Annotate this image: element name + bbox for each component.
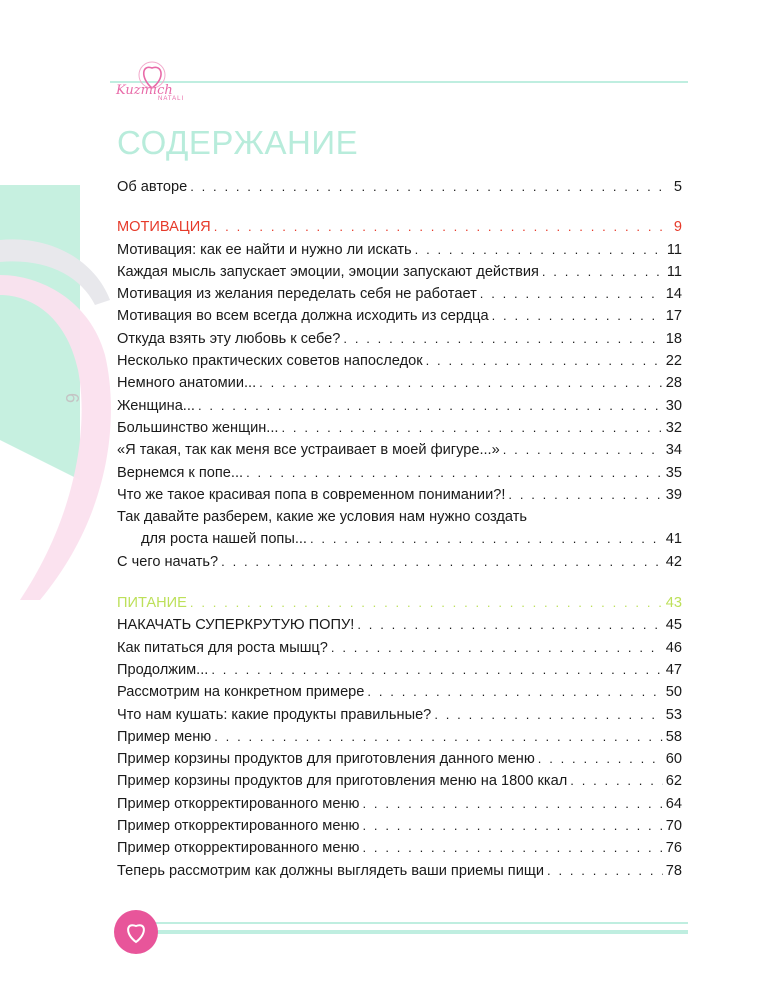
toc-entry[interactable] <box>117 372 682 394</box>
leader-dots <box>503 439 663 461</box>
toc-entry-title: Рассмотрим на конкретном примере <box>117 684 365 701</box>
leader-dots <box>570 770 663 792</box>
toc-entry-page: 70 <box>665 818 682 835</box>
toc-entry-title: Продолжим... <box>117 661 209 678</box>
leader-dots <box>362 793 662 815</box>
logo-small-text: NATALI <box>158 96 185 102</box>
toc-entry-page: 32 <box>665 419 682 436</box>
leader-dots <box>343 328 662 350</box>
toc-entry-page: 30 <box>665 397 682 414</box>
toc-entry-page: 47 <box>665 661 682 678</box>
toc-entry[interactable] <box>117 681 682 703</box>
leader-dots <box>508 484 662 506</box>
toc-entry-title: НАКАЧАТЬ СУПЕРКРУТУЮ ПОПУ! <box>117 617 355 634</box>
toc-entry[interactable] <box>117 283 682 305</box>
leader-dots <box>538 748 663 770</box>
toc-entry-page: 14 <box>665 286 682 303</box>
bottom-heart-badge <box>112 908 160 956</box>
toc-entry[interactable] <box>117 239 682 261</box>
badge-circle <box>114 910 158 954</box>
toc-entry[interactable] <box>117 659 682 681</box>
toc-entry-title: Большинство женщин... <box>117 419 279 436</box>
toc-entry[interactable] <box>117 417 682 439</box>
toc-entry-title: Женщина... <box>117 397 195 414</box>
toc-entry[interactable] <box>117 837 682 859</box>
leader-dots <box>214 216 671 238</box>
top-rule <box>110 81 688 83</box>
brand-logo <box>112 58 192 108</box>
toc-entry-page: 22 <box>665 353 682 370</box>
leader-dots <box>198 395 663 417</box>
toc-entry-page: 58 <box>665 728 682 745</box>
toc-entry[interactable] <box>117 637 682 659</box>
toc-entry-title: Мотивация из желания переделать себя не работает <box>117 286 477 303</box>
leader-dots <box>246 462 663 484</box>
leader-dots <box>434 704 662 726</box>
toc-entry[interactable] <box>117 748 682 770</box>
toc-entry[interactable] <box>117 439 682 461</box>
leader-dots <box>190 592 663 614</box>
leader-dots <box>331 637 663 659</box>
toc-entry-page: 76 <box>665 840 682 857</box>
toc-entry[interactable] <box>117 484 682 506</box>
leader-dots <box>547 860 663 882</box>
toc-entry[interactable] <box>117 815 682 837</box>
leader-dots <box>480 283 663 305</box>
toc-entry-title: Вернемся к попе... <box>117 464 244 481</box>
toc-entry-title: «Я такая, так как меня все устраивает в моей фигуре...» <box>117 442 500 459</box>
toc-entry[interactable] <box>117 726 682 748</box>
toc-entry-title: Что же такое красивая попа в современном понимании?! <box>117 486 506 503</box>
section-heading-nutrition[interactable] <box>117 592 682 614</box>
toc-entry[interactable] <box>117 704 682 726</box>
bottom-rule-thick <box>120 930 688 934</box>
toc-entry-title: Мотивация во всем всегда должна исходить из сердца <box>117 308 489 325</box>
toc-entry-title: Теперь рассмотрим как должны выглядеть ваши приемы пищи <box>117 862 545 879</box>
toc-entry-title: Пример меню <box>117 728 212 745</box>
toc-entry[interactable] <box>117 793 682 815</box>
toc-entry-title: Пример откорректированного меню <box>117 795 360 812</box>
section-heading-motivation[interactable] <box>117 216 682 238</box>
toc-entry-page: 60 <box>665 751 682 768</box>
leader-dots <box>357 614 662 636</box>
leader-dots <box>492 305 663 327</box>
toc-entry-page: 45 <box>665 617 682 634</box>
toc-entry-page: 18 <box>665 330 682 347</box>
toc-entry-page: 11 <box>666 241 682 258</box>
toc-entry-continued[interactable] <box>117 528 682 550</box>
toc-entry[interactable] <box>117 261 682 283</box>
toc-entry-title-cont: для роста нашей попы... <box>141 531 307 548</box>
toc-entry-title: Об авторе <box>117 179 188 195</box>
leader-dots <box>415 239 664 261</box>
toc-entry[interactable] <box>117 860 682 882</box>
leader-dots <box>426 350 663 372</box>
bottom-rule <box>120 922 688 924</box>
toc-title: СОДЕРЖАНИЕ <box>117 124 359 161</box>
leader-dots <box>214 726 663 748</box>
toc-entry[interactable] <box>117 614 682 636</box>
toc-entry-page: 53 <box>665 706 682 723</box>
toc-entry-page: 42 <box>665 553 682 570</box>
toc-entry-title: Как питаться для роста мышц? <box>117 639 328 656</box>
toc-entry-title: С чего начать? <box>117 553 219 570</box>
toc-entry-page: 11 <box>666 263 682 280</box>
toc-entry-title: Откуда взять эту любовь к себе? <box>117 330 341 347</box>
table-of-contents <box>117 176 682 882</box>
toc-entry[interactable] <box>117 328 682 350</box>
toc-entry-page: 41 <box>665 531 682 548</box>
toc-entry-page: 39 <box>665 486 682 503</box>
toc-entry-title: Пример корзины продуктов для приготовления данного меню <box>117 751 535 768</box>
toc-entry[interactable] <box>117 395 682 417</box>
leader-dots <box>221 551 663 573</box>
side-decoration <box>0 180 120 630</box>
leader-dots <box>362 837 662 859</box>
toc-entry-title: Мотивация: как ее найти и нужно ли искать <box>117 241 412 258</box>
toc-entry-title: Каждая мысль запускает эмоции, эмоции запускают действия <box>117 263 539 280</box>
toc-entry-page: 64 <box>665 795 682 812</box>
toc-entry[interactable] <box>117 506 682 528</box>
leader-dots <box>367 681 662 703</box>
leader-dots <box>190 176 671 198</box>
toc-entry-title: Немного анатомии... <box>117 375 257 392</box>
section-page: 9 <box>673 219 682 236</box>
toc-entry-title: Пример корзины продуктов для приготовления меню на 1800 ккал <box>117 773 568 790</box>
section-title: МОТИВАЦИЯ <box>117 219 211 236</box>
toc-entry[interactable] <box>117 551 682 573</box>
leader-dots <box>259 372 663 394</box>
toc-entry-intro[interactable] <box>117 176 682 198</box>
toc-entry-page: 46 <box>665 639 682 656</box>
section-title: ПИТАНИЕ <box>117 595 187 612</box>
toc-entry-page: 28 <box>665 375 682 392</box>
toc-entry-page: 50 <box>665 684 682 701</box>
section-page: 43 <box>665 595 682 612</box>
toc-entry-title: Пример откорректированного меню <box>117 818 360 835</box>
toc-entry[interactable] <box>117 462 682 484</box>
leader-dots <box>310 528 663 550</box>
toc-entry[interactable] <box>117 305 682 327</box>
toc-entry-page: 62 <box>665 773 682 790</box>
toc-entry-page: 17 <box>665 308 682 325</box>
toc-entry-title: Что нам кушать: какие продукты правильные? <box>117 706 432 723</box>
toc-entry[interactable] <box>117 350 682 372</box>
toc-entry[interactable] <box>117 770 682 792</box>
toc-entry-title: Пример откорректированного меню <box>117 840 360 857</box>
toc-entry-page: 5 <box>673 179 682 195</box>
toc-entry-page: 78 <box>665 862 682 879</box>
toc-entry-title: Несколько практических советов напоследок <box>117 353 423 370</box>
logo-script-text: Kuzmich <box>116 83 173 98</box>
leader-dots <box>281 417 662 439</box>
toc-entry-page: 35 <box>665 464 682 481</box>
leader-dots <box>542 261 664 283</box>
toc-entry-title: Так давайте разберем, какие же условия нам нужно создать <box>117 509 527 526</box>
page-number: 6 <box>62 392 82 403</box>
leader-dots <box>211 659 662 681</box>
leader-dots <box>362 815 662 837</box>
toc-entry-page: 34 <box>665 442 682 459</box>
